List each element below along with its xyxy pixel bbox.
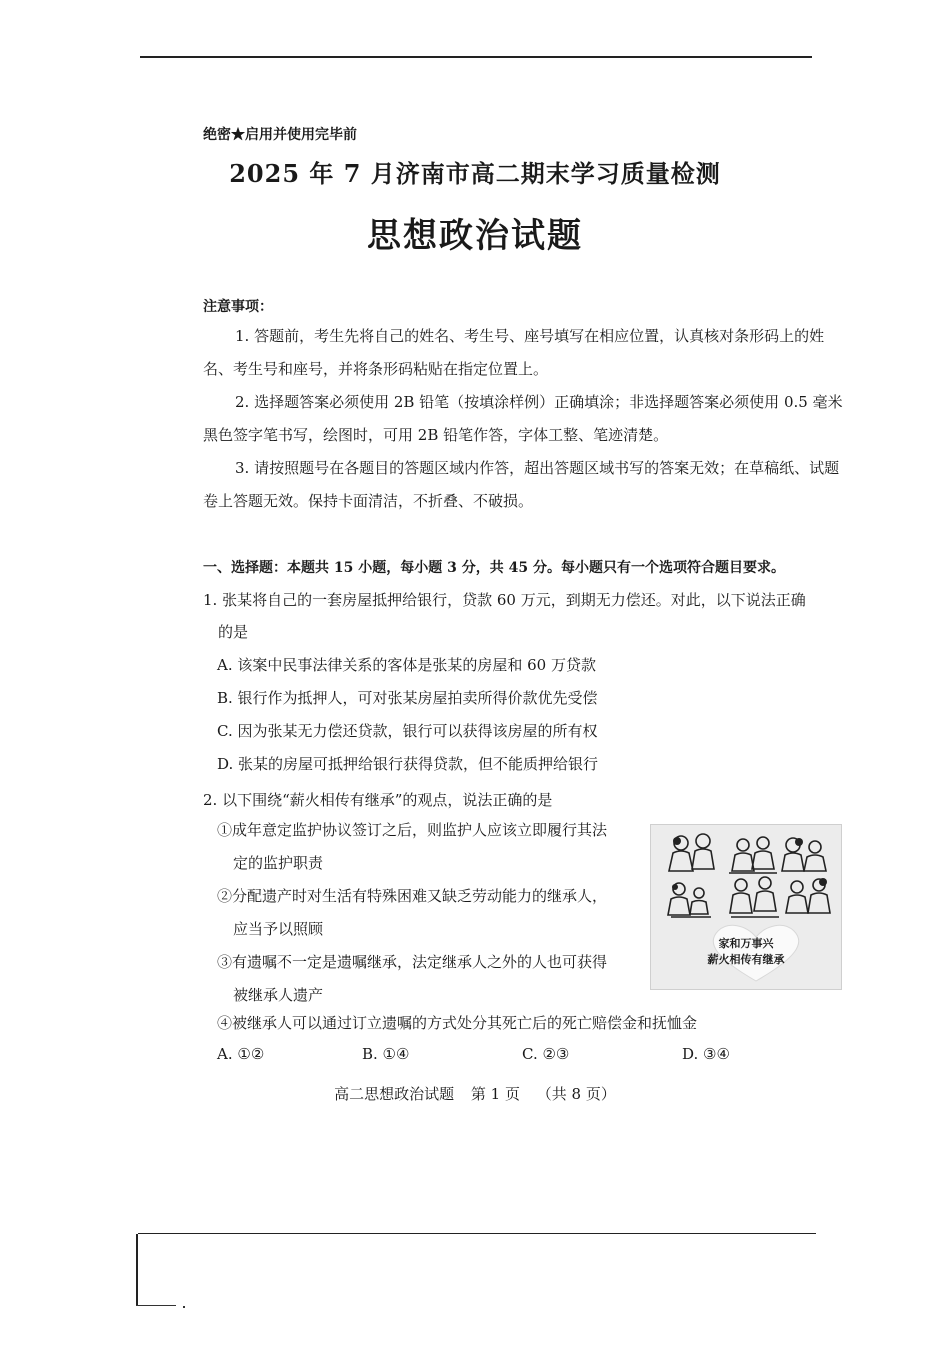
exam-title: 2025 年 7 月济南市高二期末学习质量检测	[229, 159, 721, 188]
q2-item-4: ④被继承人可以通过订立遗嘱的方式处分其死亡后的死亡赔偿金和抚恤金	[217, 1014, 698, 1032]
footer-title: 高二思想政治试题	[334, 1085, 455, 1103]
figure-caption-line1: 家和万事兴	[718, 937, 774, 950]
q2-choice-b: B. ①④	[362, 1045, 410, 1063]
q2-choice-c: C. ②③	[522, 1045, 570, 1063]
q2-item-3	[217, 946, 642, 1012]
q1-option-a: A. 该案中民事法律关系的客体是张某的房屋和 60 万贷款	[217, 656, 596, 674]
q1-option-b: B. 银行作为抵押人，可对张某房屋拍卖所得价款优先受偿	[217, 689, 598, 707]
top-rule	[140, 56, 812, 58]
q2-item-1-line2: 定的监护职责	[233, 854, 324, 872]
q2-choice-a: A. ①②	[217, 1045, 265, 1063]
footer-total: （共 8 页）	[536, 1085, 616, 1103]
note-item-1: 1. 答题前，考生先将自己的姓名、考生号、座号填写在相应位置，认真核对条形码上的姓名、考生号和座号，并将条形码粘贴在指定位置上。	[203, 327, 825, 378]
q2-item-1	[217, 814, 642, 880]
q2-item-2	[217, 880, 642, 946]
family-illustration	[650, 824, 842, 990]
question-1-stem-line2: 的是	[218, 623, 249, 641]
q2-item-1-line1: ①成年意定监护协议签订之后，则监护人应该立即履行其法	[217, 821, 608, 839]
question-2-stem: 2. 以下围绕“薪火相传有继承”的观点，说法正确的是	[203, 791, 553, 809]
question-1-stem-line1: 1. 张某将自己的一套房屋抵押给银行，贷款 60 万元，到期无力偿还。对此，以下说法正确	[203, 591, 806, 609]
page-footer	[0, 1083, 950, 1104]
bottom-frame-bottom	[136, 1305, 176, 1306]
bottom-frame-left	[136, 1234, 138, 1306]
footer-page: 第 1 页	[470, 1085, 520, 1103]
q2-item-2-line1: ②分配遗产时对生活有特殊困难又缺乏劳动能力的继承人，	[217, 887, 608, 905]
scan-dot	[183, 1306, 185, 1308]
section-heading: 一、选择题：本题共 15 小题，每小题 3 分，共 45 分。每小题只有一个选项符合题目要求。	[203, 560, 785, 576]
note-item-2: 2. 选择题答案必须使用 2B 铅笔（按填涂样例）正确填涂；非选择题答案必须使用 0.5 毫米黑色签字笔书写，绘图时，可用 2B 铅笔作答，字体工整、笔迹清楚。	[203, 393, 843, 444]
figure-caption-line2: 薪火相传有继承	[707, 953, 785, 966]
subject-title: 思想政治试题	[367, 216, 583, 256]
notes-heading: 注意事项：	[203, 299, 273, 315]
q2-item-3-line2: 被继承人遗产	[233, 986, 324, 1004]
q1-option-c: C. 因为张某无力偿还贷款，银行可以获得该房屋的所有权	[217, 722, 598, 740]
q1-option-d: D. 张某的房屋可抵押给银行获得贷款，但不能质押给银行	[217, 755, 599, 773]
question-1-stem	[203, 584, 843, 648]
family-figures-icon	[651, 825, 841, 925]
q2-item-2-line2: 应当予以照顾	[233, 920, 324, 938]
note-item-3: 3. 请按照题号在各题目的答题区域内作答，超出答题区域书写的答案无效；在草稿纸、试题卷上答题无效。保持卡面清洁，不折叠、不破损。	[203, 459, 840, 510]
q2-choice-d: D. ③④	[682, 1045, 730, 1063]
q2-item-3-line1: ③有遗嘱不一定是遗嘱继承，法定继承人之外的人也可获得	[217, 953, 608, 971]
secret-mark: 绝密★启用并使用完毕前	[203, 127, 357, 143]
bottom-frame-top	[138, 1233, 816, 1234]
